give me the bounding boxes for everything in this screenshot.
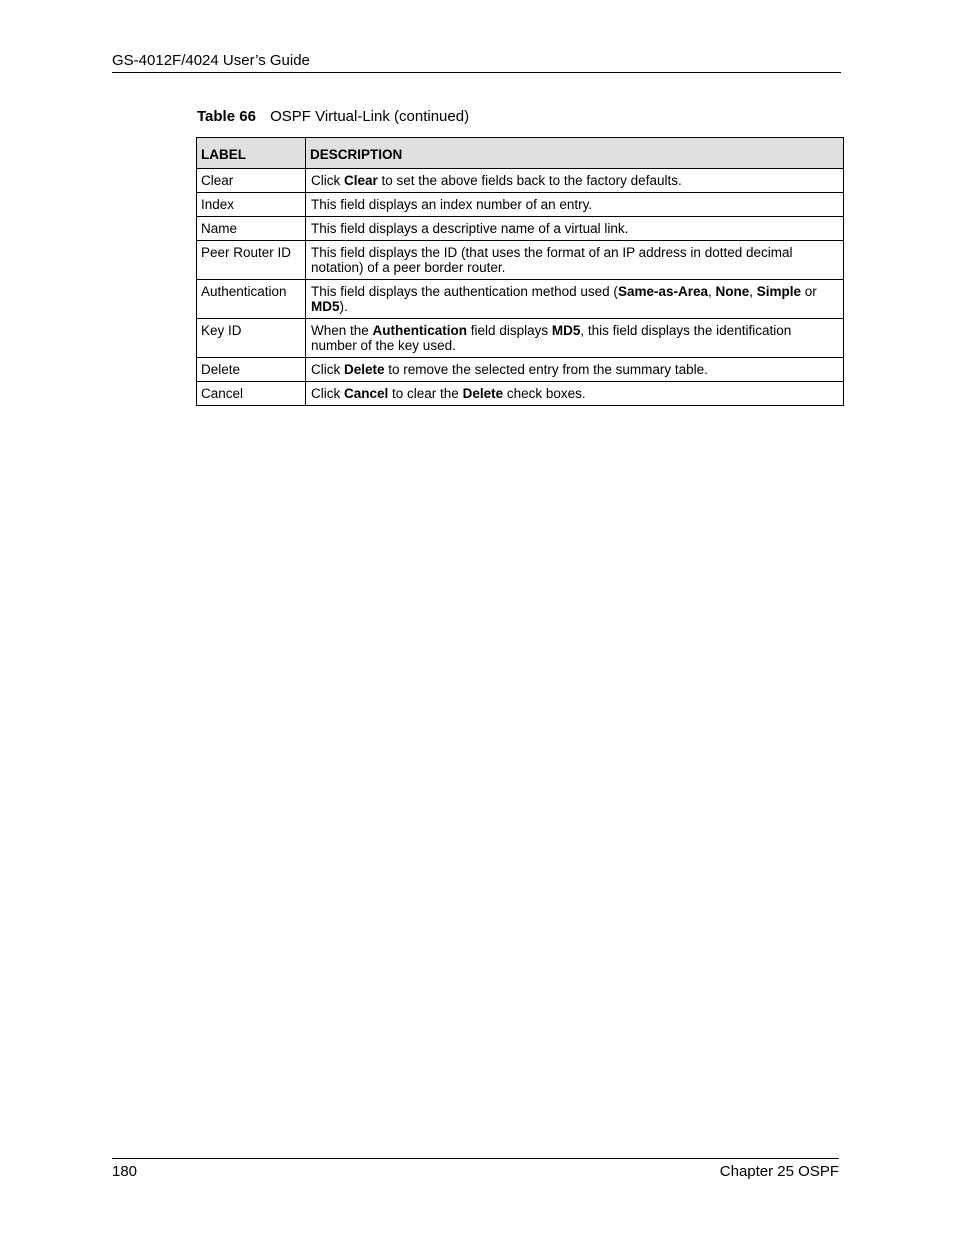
description-text: When the: [311, 323, 373, 338]
description-text: ,: [749, 284, 757, 299]
row-description: [306, 241, 844, 280]
table-header-row: [197, 138, 844, 169]
description-text: ,: [708, 284, 716, 299]
table-row: [197, 241, 844, 280]
description-text: to set the above fields back to the factory defaults.: [377, 173, 682, 188]
table-caption-number: Table 66: [197, 108, 256, 125]
table-caption: [197, 108, 469, 126]
description-text: check boxes.: [503, 386, 586, 401]
description-bold-term: MD5: [311, 299, 340, 314]
table-row: [197, 169, 844, 193]
table-row: [197, 193, 844, 217]
row-label: Index: [197, 193, 306, 217]
description-bold-term: Delete: [344, 362, 385, 377]
table-row: [197, 382, 844, 406]
description-text: or: [801, 284, 817, 299]
page-footer: [112, 1158, 839, 1181]
row-description: [306, 193, 844, 217]
description-text: ).: [339, 299, 348, 314]
table-row: [197, 358, 844, 382]
row-description: [306, 358, 844, 382]
table-row: [197, 217, 844, 241]
table-row: [197, 280, 844, 319]
row-label: Peer Router ID: [197, 241, 306, 280]
row-label: Clear: [197, 169, 306, 193]
table-row: [197, 319, 844, 358]
table-caption-title: OSPF Virtual-Link (continued): [270, 108, 470, 125]
ospf-virtual-link-table: [196, 137, 844, 406]
page-number: 180: [112, 1163, 138, 1180]
description-text: field displays: [467, 323, 552, 338]
description-bold-term: Delete: [462, 386, 504, 401]
row-description: [306, 169, 844, 193]
row-description: [306, 217, 844, 241]
row-description: [306, 319, 844, 358]
description-text: This field displays an index number of an entry.: [311, 197, 593, 212]
chapter-title: Chapter 25 OSPF: [719, 1163, 839, 1180]
row-description: [306, 382, 844, 406]
row-label: Authentication: [197, 280, 306, 319]
description-bold-term: Cancel: [344, 386, 389, 401]
row-description: [306, 280, 844, 319]
description-text: This field displays a descriptive name of a virtual link.: [311, 221, 629, 236]
description-text: , this field displays the identification number of the key used.: [311, 323, 792, 353]
description-bold-term: Clear: [344, 173, 378, 188]
description-text: to remove the selected entry from the summary table.: [384, 362, 708, 377]
description-text: Click: [311, 386, 344, 401]
row-label: Name: [197, 217, 306, 241]
document-title: GS-4012F/4024 User’s Guide: [112, 52, 310, 69]
description-bold-term: MD5: [551, 323, 581, 338]
description-bold-term: Same-as-Area: [617, 284, 708, 299]
description-bold-term: None: [715, 284, 750, 299]
description-text: This field displays the ID (that uses the format of an IP address in dotted decimal notation) of a peer border router.: [311, 245, 793, 275]
table-body: [197, 169, 844, 406]
description-text: Click: [311, 362, 344, 377]
description-text: Click: [311, 173, 344, 188]
description-bold-term: Simple: [756, 284, 802, 299]
row-label: Key ID: [197, 319, 306, 358]
column-header-description: DESCRIPTION: [306, 138, 844, 169]
column-header-label: LABEL: [197, 138, 306, 169]
description-text: to clear the: [388, 386, 463, 401]
row-label: Cancel: [197, 382, 306, 406]
description-text: This field displays the authentication method used (: [311, 284, 618, 299]
row-label: Delete: [197, 358, 306, 382]
description-bold-term: Authentication: [372, 323, 468, 338]
page-header: [112, 52, 841, 73]
